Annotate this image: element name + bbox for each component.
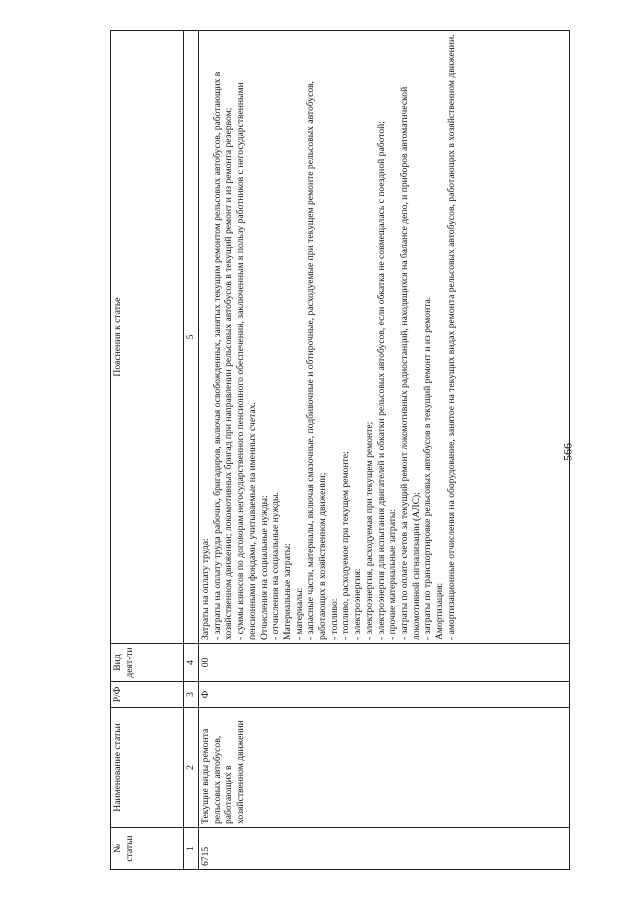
explanation-line: - запасные части, материалы, включая смазочные, подбивочные и обтирочные, расходуемые при текущем ремонте рельсовых автобусов, работающих в хозяйственном движении; <box>305 80 329 640</box>
explanation-line: - материалы: <box>293 587 305 640</box>
header-explanation: Пояснения к статье <box>111 31 184 644</box>
column-number: 4 <box>184 644 199 682</box>
header-item-number: № статьи <box>111 828 184 870</box>
header-rf: Р/Ф <box>111 682 184 708</box>
table-row <box>199 31 570 870</box>
explanation-line: - электроэнергия, расходуемая при текущем ремонте; <box>363 421 375 640</box>
explanation-line: - затраты на оплату труда рабочих, бригадиров, включая освобожденных, занятых текущим ремонтом рельсовых автобусов, работающих в хозяйственном движении; локомотивных бригад при направлении рельсовых автобусов в текущий ремонт и из ремонта резервом; <box>211 71 235 640</box>
explanation-line: Затраты на оплату труда: <box>200 538 211 640</box>
table-header-row <box>111 31 184 870</box>
column-number: 3 <box>184 682 199 708</box>
explanation-line: Отчисления на социальные нужды: <box>258 495 270 640</box>
item-activity: 00 <box>199 644 570 682</box>
item-code: 6715 <box>199 828 570 870</box>
item-explanation <box>199 31 570 644</box>
column-number: 1 <box>184 828 199 870</box>
header-activity-type: Вид деят-ти <box>111 644 184 682</box>
explanation-line: - амортизационные отчисления на оборудование, занятое на текущих видах ремонта рельсовых автобусов, работающих в хозяйственном движении. <box>445 34 457 640</box>
explanation-line: - отчисления на социальные нужды. <box>270 492 282 640</box>
explanation-line: - электроэнергия: <box>352 568 364 640</box>
explanation-line: - электроэнергия для испытания двигателей и обкатки рельсовых автобусов, если обкатка не совмещалась с поездной работой; <box>375 121 387 640</box>
item-rf: Ф <box>199 682 570 708</box>
explanation-line: - прочие материальные затраты: <box>387 508 399 640</box>
explanation-line: Материальные затраты: <box>281 543 293 640</box>
explanation-line: - топливо, расходуемое при текущем ремонте; <box>340 451 352 640</box>
column-number-row <box>184 31 199 870</box>
explanation-line: - затраты по оплате счетов за текущий ремонт локомотивных радиостанций, находящихся на балансе депо, и приборов автоматической локомотивной сигнализации (АЛС); <box>398 86 422 640</box>
explanation-line: - суммы взносов по договорам негосударственного пенсионного обеспечения, заключенным в пользу работников с негосударственными пенсионными фондами, учитываемые на именных счетах. <box>235 82 258 640</box>
rotated-page-content <box>110 30 570 870</box>
expense-items-table <box>110 30 570 870</box>
explanation-line: - затраты по транспортировке рельсовых автобусов в текущий ремонт и из ремонта. <box>422 296 434 640</box>
column-number: 2 <box>184 708 199 828</box>
explanation-line: - топливо: <box>328 598 340 640</box>
explanation-line: Амортизация: <box>434 582 446 640</box>
column-number: 5 <box>184 31 199 644</box>
page-number: 566 <box>560 443 575 461</box>
header-item-name: Наименование статьи <box>111 708 184 828</box>
item-name: Текущие виды ремонта рельсовых автобусов, работающих в хозяйственном движении <box>199 708 570 828</box>
